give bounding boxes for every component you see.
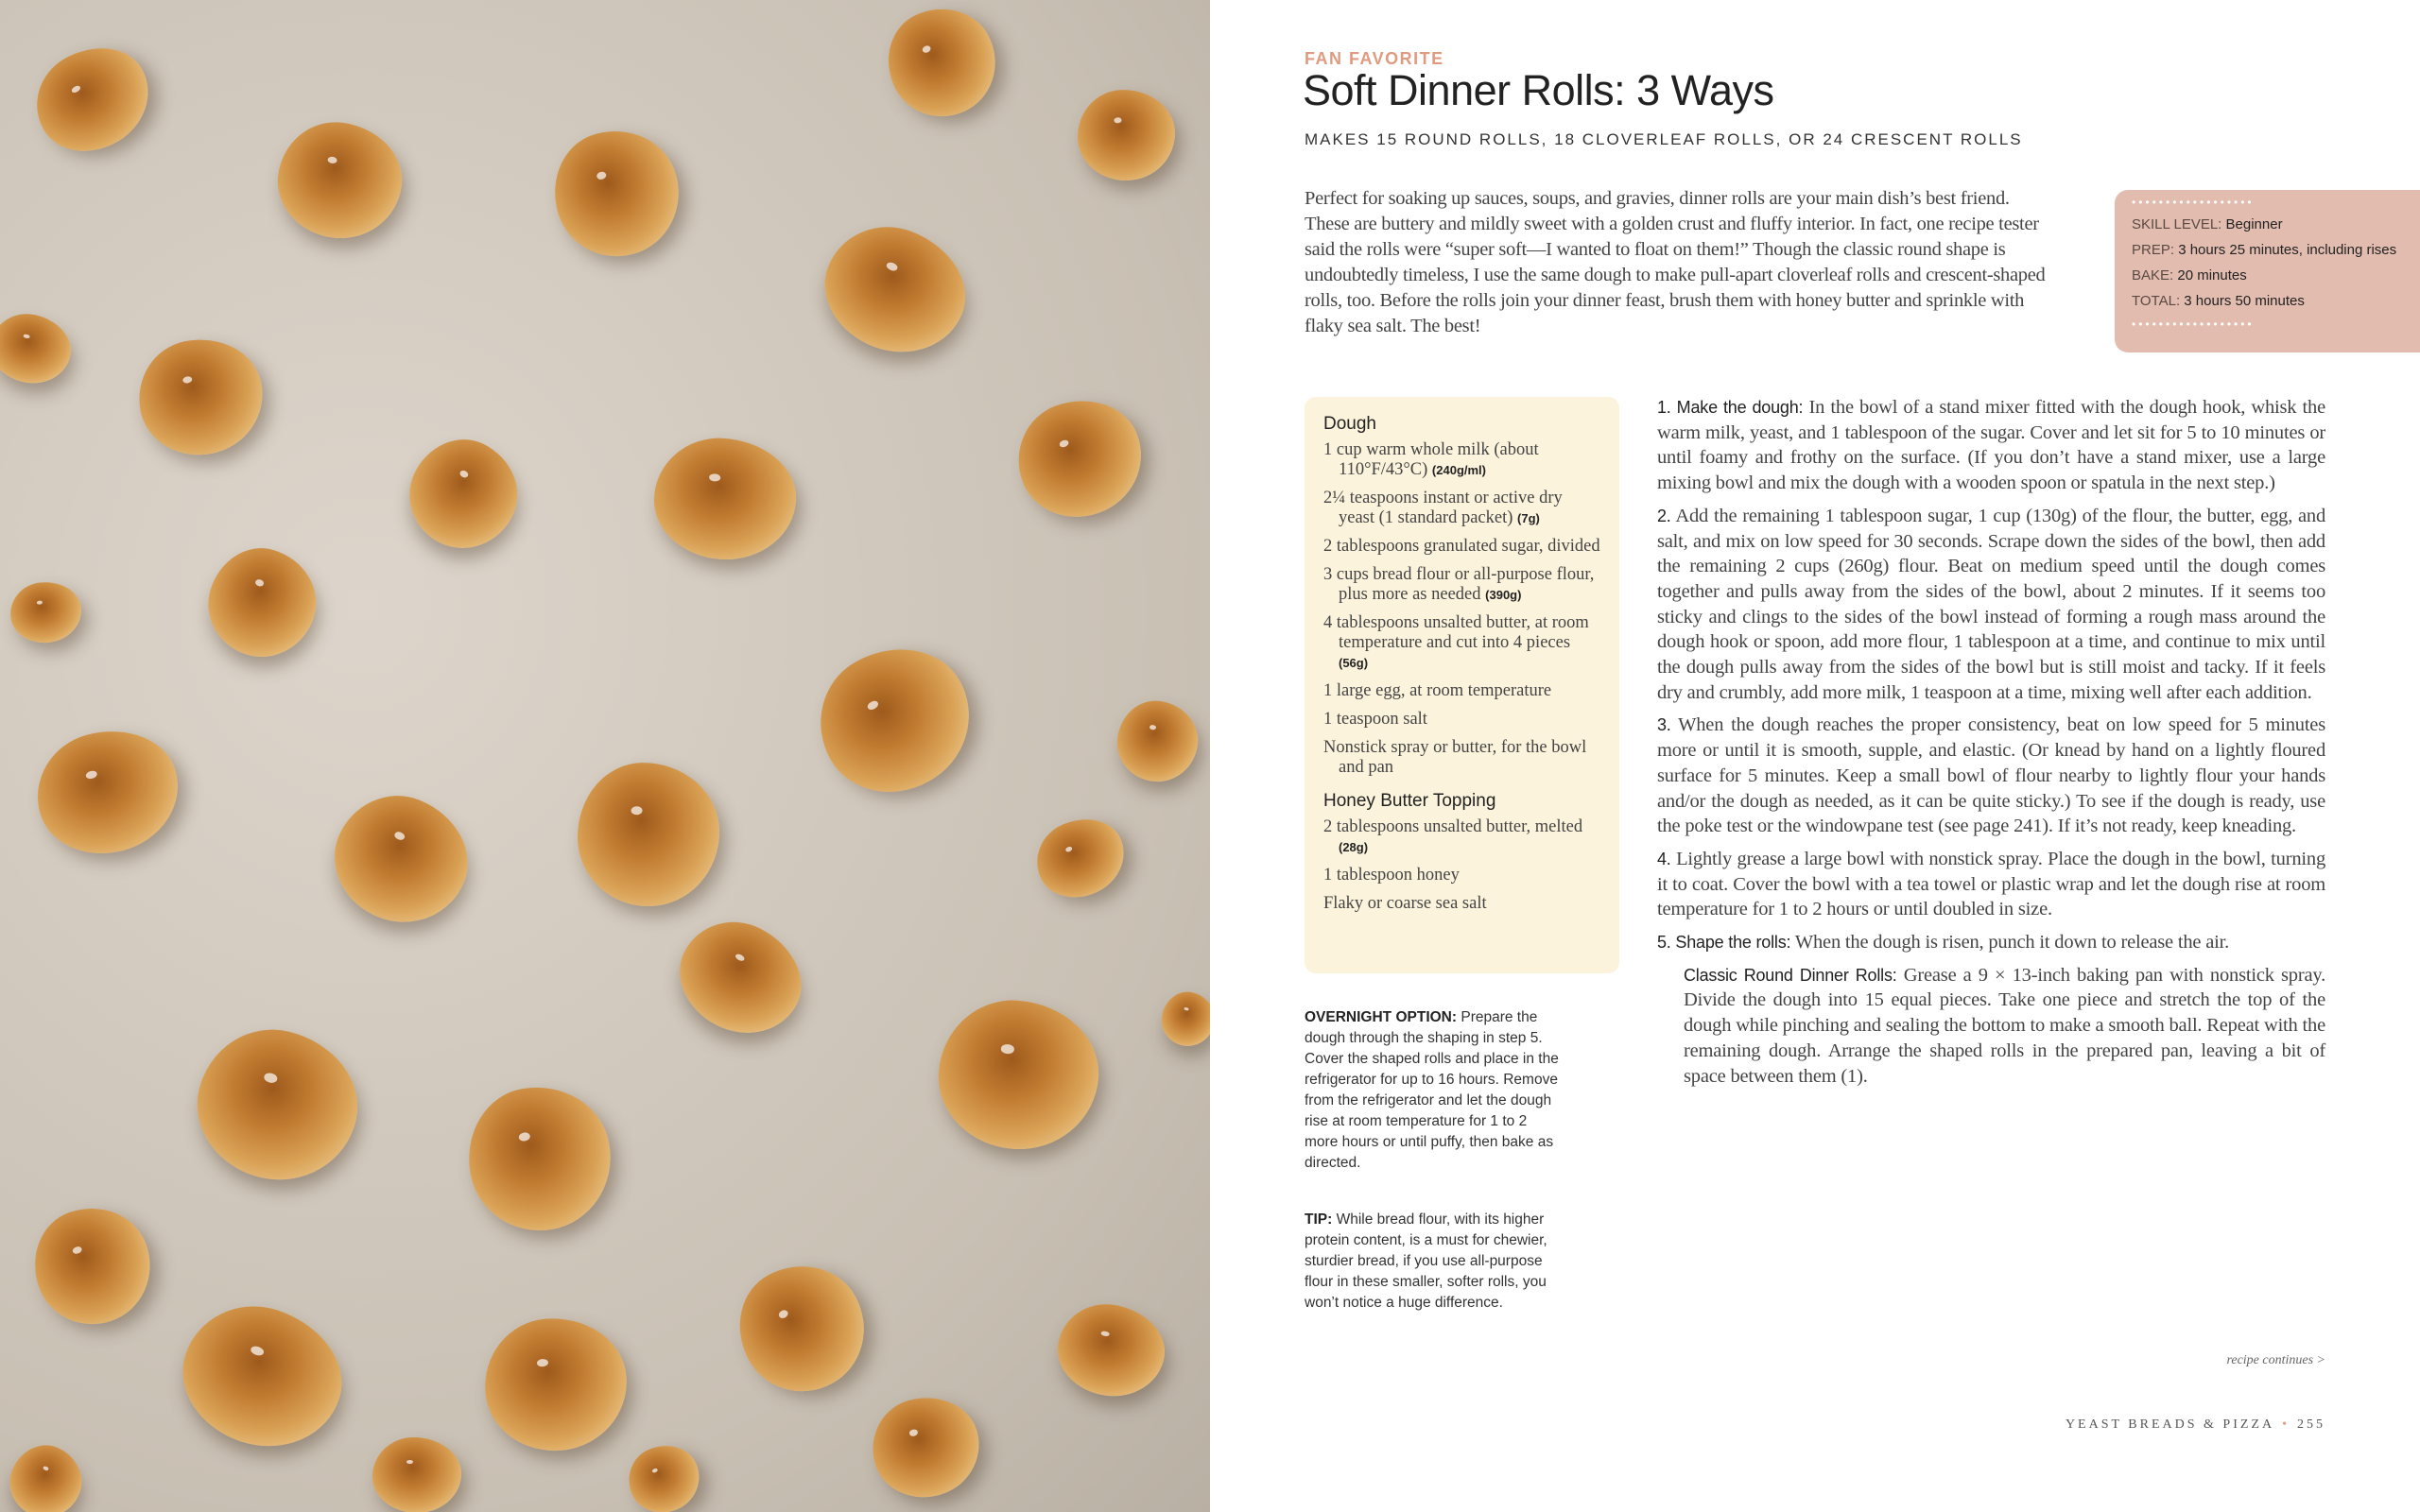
dinner-roll — [1052, 1297, 1171, 1402]
bake-time — [2132, 266, 2403, 285]
intro-paragraph: Perfect for soaking up sauces, soups, and gravies, dinner rolls are your main dish’s best friend. These are buttery and mildly sweet with a golden crust and fluffy interior. In fact, one recipe tester said the rolls were “super soft—I wanted to float on them!” Though the classic round shape is undoubtedly timeless, I use the same dough to make pull-apart cloverleaf rolls and crescent-shaped rolls, too. Before the rolls join your dinner feast, brush them with honey butter and sprinkle with flaky sea salt. The best! — [1305, 188, 2046, 336]
skill-level — [2132, 215, 2403, 234]
ingredient-item — [1323, 489, 1600, 528]
ingredient-text: 1 tablespoon honey — [1323, 866, 1460, 885]
value: 3 hours 25 minutes, including rises — [2178, 242, 2397, 258]
dinner-roll — [129, 328, 272, 465]
dinner-roll — [618, 1435, 709, 1512]
value: 20 minutes — [2177, 267, 2247, 284]
dinner-roll — [24, 715, 192, 868]
note-text: Prepare the dough through the shaping in step 5. Cover the shaped rolls and place in the refrigerator for up to 16 hours. Remove from the refrigerator and let the dough rise at room temperature for 1 to 2 more hours or until puffy, then bake as directed. — [1305, 1009, 1559, 1171]
note-label: OVERNIGHT OPTION: — [1305, 1009, 1458, 1025]
step-text: When the dough is risen, punch it down to release the air. — [1790, 932, 2230, 954]
note-label: TIP: — [1305, 1211, 1333, 1228]
step-text: Lightly grease a large bowl with nonstick spray. Place the dough in the bowl, turning it to coat. Cover the bowl with a tea towel or plastic wrap and let the dough rise at room temperature for 1 to 2 hours or until doubled in size. — [1657, 848, 2325, 920]
ingredient-item — [1323, 817, 1600, 857]
label: TOTAL: — [2132, 293, 2181, 309]
ingredient-text: 1 cup warm whole milk (about 110°F/43°C) — [1323, 440, 1539, 479]
step-1 — [1657, 395, 2325, 496]
dinner-roll — [19, 1193, 166, 1340]
ingredient-text: Nonstick spray or butter, for the bowl and pan — [1323, 738, 1587, 777]
note-text: While bread flour, with its higher protein content, is a must for chewier, sturdier bread, if you use all-purpose flour in these smaller, softer rolls, you won’t notice a huge difference. — [1305, 1211, 1547, 1311]
ingredient-item — [1323, 681, 1600, 701]
ingredient-item — [1323, 565, 1600, 605]
step-lead: 4. — [1657, 849, 1671, 868]
ingredient-item — [1323, 710, 1600, 730]
ingredient-text: 4 tablespoons unsalted butter, at room temperature and cut into 4 pieces — [1323, 613, 1589, 652]
dinner-roll — [1077, 89, 1178, 183]
total-time — [2132, 292, 2403, 311]
section-name: YEAST BREADS & PIZZA — [2065, 1418, 2275, 1432]
step-text: When the dough reaches the proper consistency, beat on low speed for 5 minutes more or until it is smooth, supple, and elastic. (Or knead by hand on a lightly floured surface for 5 minutes. Keep a small bowl of flour nearby to lightly flour your hands and/or the dough as needed, as it can be quite sticky.) To see if the dough is ready, use the poke test or the windowpane test (see page 241). If it’s not ready, keep kneading. — [1657, 714, 2325, 837]
dinner-roll — [317, 777, 487, 941]
ingredient-text: 2¼ teaspoons instant or active dry yeast (1 standard packet) — [1323, 489, 1563, 527]
step-text: Add the remaining 1 tablespoon sugar, 1 cup (130g) of the flour, the butter, egg, and salt, and mix on low speed for 30 seconds. Scrape down the sides of the bowl, then add the remaining 2 cups (260g) flour. Beat on medium speed until the dough comes together and pulls away from the sides of the bowl, about 2 minutes. If it seems too sticky and clings to the sides of the bowl instead of forming a rough mass around the dough hook or spoon, add more flour, 1 tablespoon at a time, and continue to mix until the dough pulls away from the sides of the bowl but is still moist and tacky. If it feels dry and crumbly, add more milk, 1 teaspoon at a time, mixing well after each addition. — [1657, 505, 2325, 703]
ingredients-box — [1305, 397, 1619, 973]
label: SKILL LEVEL: — [2132, 216, 2222, 232]
tip — [1305, 1210, 1560, 1314]
ingredient-text: 2 tablespoons granulated sugar, divided — [1323, 537, 1600, 556]
dinner-roll — [8, 578, 84, 645]
ingredient-weight: (28g) — [1339, 840, 1369, 854]
ingredient-item — [1323, 738, 1600, 778]
ingredient-text: 1 large egg, at room temperature — [1323, 681, 1552, 700]
divider-dots: •••••••••••••••••• — [2132, 318, 2255, 331]
step-lead: 5. Shape the rolls: — [1657, 933, 1791, 953]
recipe-info-box — [2115, 190, 2420, 352]
dinner-roll — [18, 28, 167, 171]
step-5 — [1657, 930, 2325, 955]
page-footer — [2066, 1418, 2325, 1433]
dinner-roll — [576, 761, 720, 906]
label: PREP: — [2132, 242, 2175, 258]
ingredient-item — [1323, 537, 1600, 557]
dinner-roll — [372, 1437, 461, 1512]
step-text: In the bowl of a stand mixer fitted with the dough hook, whisk the warm milk, yeast, and 1 tablespoon of the sugar. Cover and let sit for 5 to 10 minutes or until foamy and frothy on the surface. (If you don’t have a stand mixer, use a large mixing bowl and mix the dough with a wooden spoon or spatula in the next step.) — [1657, 397, 2325, 494]
dinner-roll — [0, 307, 77, 390]
label: BAKE: — [2132, 267, 2174, 284]
step-lead: 1. Make the dough: — [1657, 398, 1804, 417]
dinner-roll — [1113, 696, 1203, 786]
dinner-roll — [862, 1386, 990, 1508]
value: Beginner — [2225, 216, 2283, 232]
dinner-roll — [871, 0, 1012, 133]
ingredient-item — [1323, 894, 1600, 914]
ingredient-weight: (56g) — [1339, 656, 1369, 670]
dinner-roll — [0, 1435, 93, 1512]
dinner-roll — [934, 995, 1104, 1155]
step-4 — [1657, 847, 2325, 922]
value: 3 hours 50 minutes — [2184, 293, 2305, 309]
ingredient-text: 2 tablespoons unsalted butter, melted — [1323, 817, 1583, 836]
ingredient-weight: (390g) — [1485, 588, 1522, 602]
dinner-roll — [183, 1015, 372, 1195]
ingredient-text: 3 cups bread flour or all-purpose flour, plus more as needed — [1323, 565, 1595, 604]
dinner-roll — [1025, 805, 1136, 910]
dough-heading: Dough — [1323, 414, 1376, 434]
dinner-roll — [1156, 987, 1210, 1052]
dinner-roll — [391, 422, 534, 566]
step-text: Grease a 9 × 13-inch baking pan with nonstick spray. Divide the dough into 15 equal pieces. Take one piece and stretch the top of the dough while pinching and sealing the bottom to make a smooth ball. Repeat with the remaining dough. Arrange the shaped rolls in the prepared pan, leaving a bit of space between them (1). — [1684, 964, 2325, 1087]
dinner-roll — [196, 536, 329, 670]
ingredient-item — [1323, 613, 1600, 673]
ingredient-weight: (7g) — [1517, 511, 1540, 525]
recipe-page — [1210, 0, 2420, 1512]
step-lead: Classic Round Dinner Rolls: — [1684, 965, 1897, 985]
dinner-roll — [662, 903, 821, 1054]
step-lead: 3. — [1657, 715, 1671, 735]
classic-round-rolls — [1657, 963, 2325, 1090]
recipe-yield: MAKES 15 ROUND ROLLS, 18 CLOVERLEAF ROLLS, OR 24 CRESCENT ROLLS — [1305, 130, 2023, 148]
dinner-roll — [541, 116, 695, 271]
ingredient-weight: (240g/ml) — [1431, 463, 1486, 477]
kicker: FAN FAVORITE — [1305, 49, 1444, 68]
separator-dot: • — [2282, 1418, 2290, 1432]
instructions — [1657, 395, 2325, 1096]
step-2 — [1657, 504, 2325, 706]
dinner-roll — [651, 435, 800, 562]
divider-dots: •••••••••••••••••• — [2132, 196, 2255, 209]
prep-time — [2132, 241, 2403, 260]
recipe-continues: recipe continues > — [2226, 1353, 2325, 1367]
dinner-roll — [479, 1312, 632, 1455]
page-number: 255 — [2297, 1418, 2325, 1432]
recipe-title: Soft Dinner Rolls: 3 Ways — [1303, 66, 1774, 114]
ingredient-text: 1 teaspoon salt — [1323, 710, 1427, 729]
ingredient-item — [1323, 440, 1600, 480]
dinner-roll — [1002, 383, 1158, 534]
dinner-roll — [458, 1075, 622, 1242]
dinner-roll — [718, 1244, 887, 1413]
dinner-roll — [165, 1288, 359, 1467]
topping-heading: Honey Butter Topping — [1323, 791, 1496, 811]
dinner-roll — [807, 209, 983, 372]
step-lead: 2. — [1657, 506, 1671, 525]
step-3 — [1657, 713, 2325, 839]
ingredient-text: Flaky or coarse sea salt — [1323, 894, 1487, 913]
dinner-roll — [271, 116, 408, 246]
ingredient-item — [1323, 866, 1600, 885]
overnight-option — [1305, 1007, 1560, 1174]
dinner-roll — [795, 622, 995, 817]
